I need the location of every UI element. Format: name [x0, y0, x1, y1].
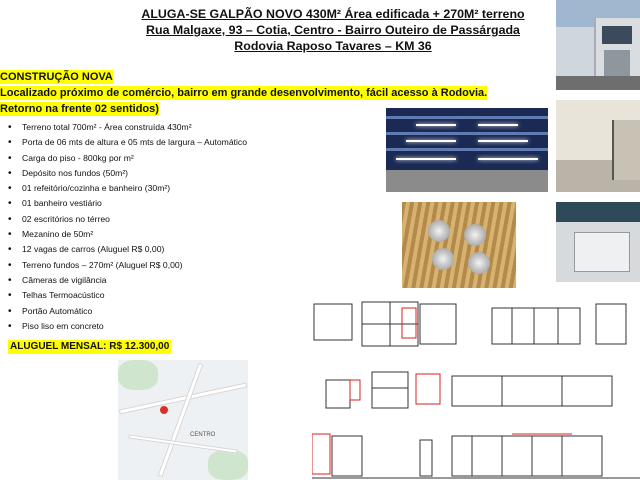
list-item: • 01 refeitório/cozinha e banheiro (30m²) — [8, 181, 247, 196]
address-line: Rua Malgaxe, 93 – Cotia, Centro - Bairro Outeiro de Passárgada — [146, 23, 520, 37]
list-item: • Terreno total 700m² - Área construída 430m² — [8, 120, 247, 135]
map-pin-icon — [160, 406, 168, 414]
list-item: • Portão Automático — [8, 304, 247, 319]
list-item: • 12 vagas de carros (Aluguel R$ 0,00) — [8, 242, 247, 257]
new-construction-label: CONSTRUÇÃO NOVA — [0, 71, 113, 83]
list-item: • 01 banheiro vestiário — [8, 196, 247, 211]
corridor-photo — [556, 100, 640, 192]
list-item: • Porta de 06 mts de altura e 05 mts de largura – Automático — [8, 135, 247, 150]
gate-render — [556, 202, 640, 282]
return-note: Retorno na frente 02 sentidos) — [0, 103, 159, 115]
list-item: • Terreno fundos – 270m² (Aluguel R$ 0,00) — [8, 258, 247, 273]
list-item: • Mezanino de 50m² — [8, 227, 247, 242]
floor-plan-drawing — [312, 300, 640, 480]
list-item: • Piso liso em concreto — [8, 319, 247, 334]
list-item: • Carga do piso - 800kg por m² — [8, 151, 247, 166]
roof-vents-photo — [402, 202, 516, 288]
list-item: • Câmeras de vigilância — [8, 273, 247, 288]
feature-list — [8, 120, 247, 334]
highway-line: Rodovia Raposo Tavares – KM 36 — [234, 39, 432, 53]
map-label-centro: CENTRO — [190, 432, 216, 438]
list-item: • Telhas Termoacústico — [8, 288, 247, 303]
title-block — [118, 6, 548, 54]
building-exterior-photo — [556, 0, 640, 90]
location-map — [118, 360, 248, 480]
page-title: ALUGA-SE GALPÃO NOVO 430M² Área edificada + 270M² terreno — [141, 7, 525, 21]
list-item: • Depósito nos fundos (50m²) — [8, 166, 247, 181]
location-note: Localizado próximo de comércio, bairro em grande desenvolvimento, fácil acesso à Rodovia. — [0, 87, 488, 99]
warehouse-roof-photo — [386, 108, 548, 192]
list-item: • 02 escritórios no térreo — [8, 212, 247, 227]
rent-price: ALUGUEL MENSAL: R$ 12.300,00 — [10, 341, 170, 352]
